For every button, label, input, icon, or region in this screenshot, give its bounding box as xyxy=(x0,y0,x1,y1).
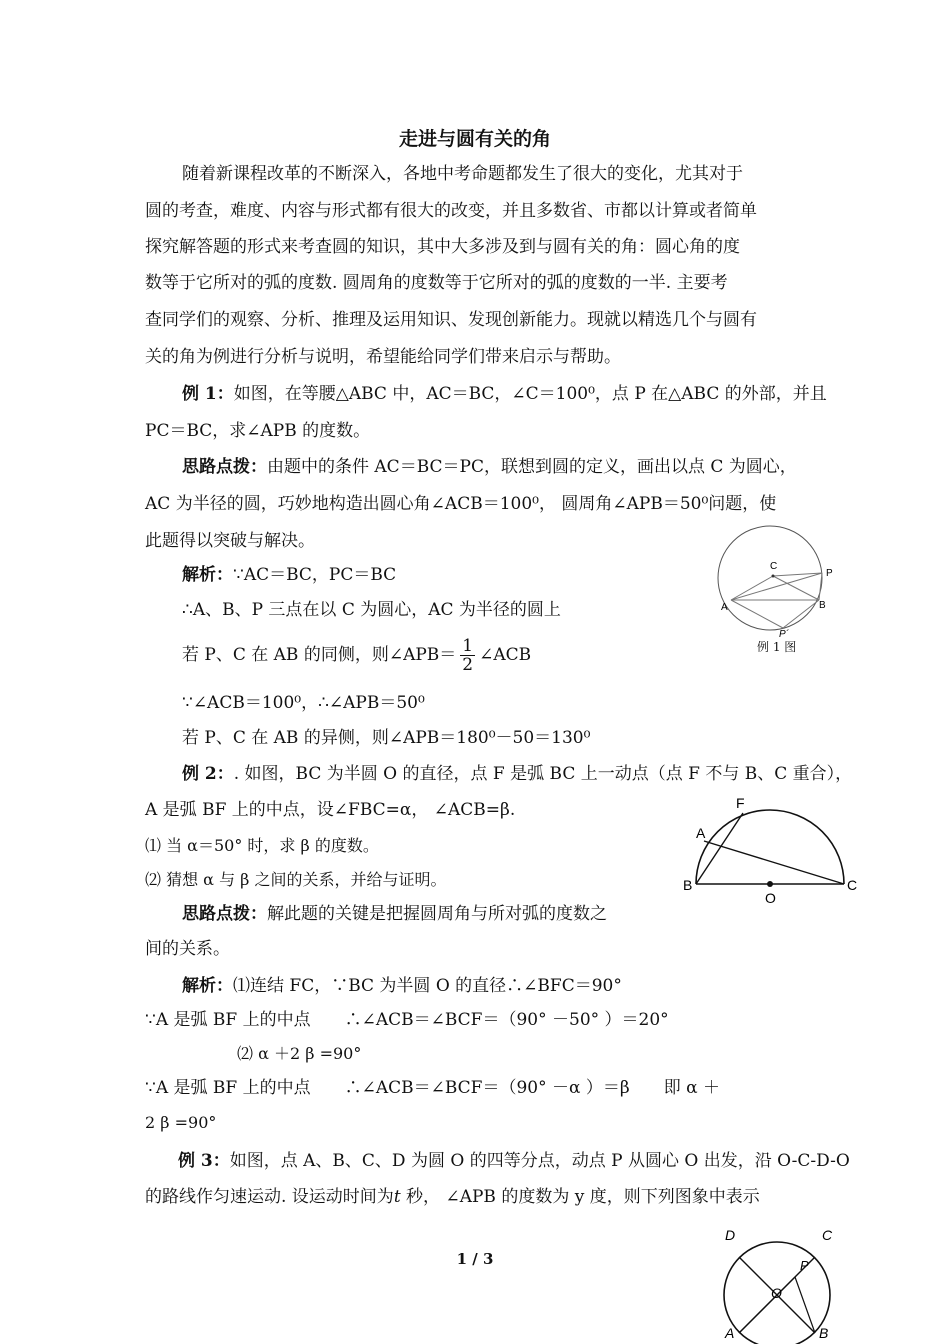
ex2-sol-label: 解析： xyxy=(182,976,233,996)
fig3-label-d: D xyxy=(725,1227,736,1243)
example1-figure-caption: 例 1 图 xyxy=(757,640,797,654)
example1-figure xyxy=(715,520,845,655)
fig2-label-c: C xyxy=(847,877,858,893)
fig3-label-a: A xyxy=(725,1325,735,1341)
fig1-label-a: A xyxy=(721,602,728,613)
intro-line: 关的角为例进行分析与说明，希望能给同学们带来启示与帮助。 xyxy=(145,347,621,367)
ex2-solution-line: ∵A 是弧 BF 上的中点 ∴∠ACB＝∠BCF＝（90° －50° ）＝20° xyxy=(145,1010,669,1030)
fig2-label-f: F xyxy=(736,795,745,811)
ex1-solution-line: ∴A、B、P 三点在以 C 为圆心，AC 为半径的圆上 xyxy=(182,600,561,620)
intro-line: 探究解答题的形式来考查圆的知识，其中大多涉及到与圆有关的角：圆心角的度 xyxy=(145,237,740,257)
intro-line: 随着新课程改革的不断深入，各地中考命题都发生了很大的变化，尤其对于 xyxy=(182,164,743,184)
fig1-label-b: B xyxy=(819,600,826,611)
ex1-statement-cont: PC＝BC，求∠APB 的度数。 xyxy=(145,421,371,441)
ex2-solution-line: 2 β =90° xyxy=(145,1113,217,1132)
ex1-hint-cont: 此题得以突破与解决。 xyxy=(145,531,315,551)
ex2-hint-label: 思路点拨： xyxy=(182,904,267,924)
ex1-hint-cont: AC 为半径的圆，巧妙地构造出圆心角∠ACB＝100⁰， 圆周角∠APB＝50⁰问题，使 xyxy=(145,494,777,514)
example3-figure xyxy=(715,1222,845,1344)
page-title: 走进与圆有关的角 xyxy=(398,128,551,150)
fig3-label-c: C xyxy=(822,1227,833,1243)
ex2-statement: 例 2：. 如图，BC 为半圆 O 的直径，点 F 是弧 BC 上一动点（点 F 不与 B、C 重合）， xyxy=(182,764,853,784)
ex1-hint-label: 思路点拨： xyxy=(182,457,267,477)
ex3-statement-cont: 的路线作匀速运动. 设运动时间为t 秒， ∠APB 的度数为 y 度，则下列图象中表示 xyxy=(145,1187,760,1207)
ex1-statement: 例 1：如图，在等腰△ABC 中，AC＝BC，∠C＝100⁰，点 P 在△ABC 的外部，并且 xyxy=(182,384,827,404)
fig1-label-p2: P´ xyxy=(779,629,789,640)
ex2-hint: 思路点拨：解此题的关键是把握圆周角与所对弧的度数之 xyxy=(182,904,607,924)
intro-line: 数等于它所对的弧的度数. 圆周角的度数等于它所对的弧的度数的一半. 主要考 xyxy=(145,273,728,293)
fig3-label-o: O xyxy=(771,1285,782,1301)
fig1-label-p: P xyxy=(826,568,833,579)
ex2-question-2: ⑵ 猜想 α 与 β 之间的关系，并给与证明。 xyxy=(145,870,447,889)
ex1-label: 例 1： xyxy=(182,384,234,404)
ex1-sol-label: 解析： xyxy=(182,565,233,585)
ex1-solution: 解析：∵AC＝BC，PC＝BC xyxy=(182,565,397,585)
ex2-solution-line: ∵A 是弧 BF 上的中点 ∴∠ACB＝∠BCF＝（90° －α ）＝β 即 α ＋ xyxy=(145,1078,721,1098)
ex1-solution-line: ∵∠ACB＝100⁰，∴∠APB＝50⁰ xyxy=(182,693,425,713)
fig2-label-b: B xyxy=(683,877,693,893)
ex2-statement-cont: A 是弧 BF 上的中点，设∠FBC=α， ∠ACB=β. xyxy=(145,800,516,820)
fig2-label-a: A xyxy=(696,825,706,841)
fig1-label-c: C xyxy=(770,561,778,572)
ex1-solution-line: 若 P、C 在 AB 的同侧，则∠APB＝ $\frac{1}{2}$ ∠ACB xyxy=(182,636,532,675)
ex3-statement: 例 3：如图，点 A、B、C、D 为圆 O 的四等分点，动点 P 从圆心 O 出发，沿 O-C-D-O xyxy=(178,1151,850,1171)
ex1-solution-line: 若 P、C 在 AB 的异侧，则∠APB＝180⁰－50＝130⁰ xyxy=(182,728,591,748)
page-number: 1 / 3 xyxy=(456,1250,494,1268)
fig2-label-o: O xyxy=(765,890,776,905)
ex2-hint-cont: 间的关系。 xyxy=(145,939,230,959)
ex2-solution-line: ⑵ α ＋2 β =90° xyxy=(237,1044,362,1063)
fig3-label-b: B xyxy=(819,1325,829,1341)
fig3-label-p: P xyxy=(800,1258,809,1273)
ex2-solution: 解析：⑴连结 FC，∵BC 为半圆 O 的直径∴∠BFC＝90° xyxy=(182,976,622,996)
fraction: $\frac{1}{2}$ xyxy=(462,636,474,675)
ex2-label: 例 2： xyxy=(182,764,234,784)
intro-line: 查同学们的观察、分析、推理及运用知识、发现创新能力。现就以精选几个与圆有 xyxy=(145,310,757,330)
example2-figure xyxy=(680,790,865,905)
intro-line: 圆的考查，难度、内容与形式都有很大的改变，并且多数省、市都以计算或者简单 xyxy=(145,201,757,221)
ex2-question-1: ⑴ 当 α＝50° 时，求 β 的度数。 xyxy=(145,836,379,855)
ex1-hint: 思路点拨：由题中的条件 AC＝BC＝PC，联想到圆的定义，画出以点 C 为圆心， xyxy=(182,457,797,477)
ex3-label: 例 3： xyxy=(178,1151,230,1171)
